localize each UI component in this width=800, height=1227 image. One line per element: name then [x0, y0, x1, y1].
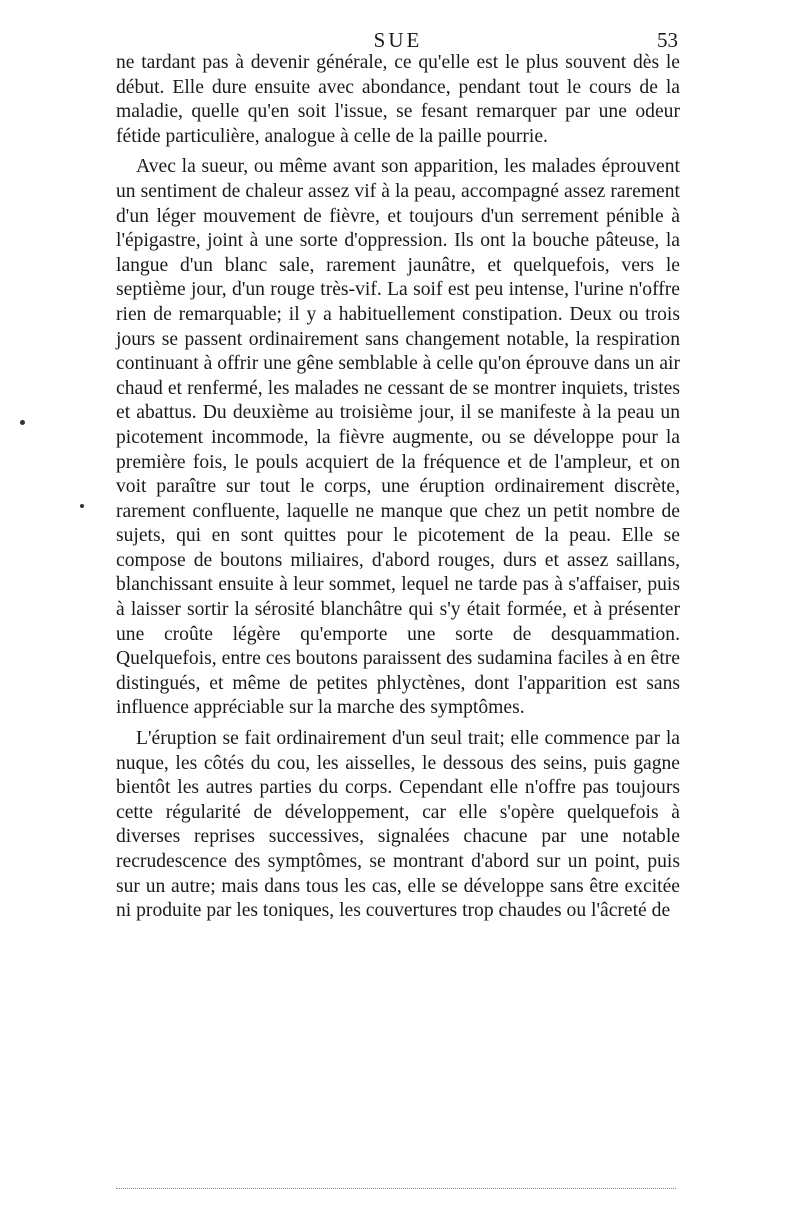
page-number: 53: [657, 28, 678, 52]
scan-noise: [116, 1188, 676, 1192]
paragraph-2: Avec la sueur, ou même avant son apparition, les malades éprouvent un sentiment de chaleur assez vif à la peau, accompagné assez rarement d'un léger mouvement de fièvre, et toujours d'un serrement pénible à l'épigastre, joint à une sorte d'oppression. Ils ont la bouche pâteuse, la langue d'un blanc sale, rarement jaunâtre, et quelquefois, vers le septième jour, d'un rouge très-vif. La soif est peu intense, l'urine n'offre rien de remarquable; il y a habituellement constipation. Deux ou trois jours se passent ordinairement sans changement notable, la respiration continuant à offrir une gêne semblable à celle qu'on éprouve dans un air chaud et renfermé, les malades ne cessant de se montrer inquiets, tristes et abattus. Du deuxième au troisième jour, il se manifeste à la peau un picotement incommode, la fièvre augmente, ou se développe pour la première fois, le pouls acquiert de la fréquence et de l'ampleur, et on voit paraître sur tout le corps, une éruption ordinairement discrète, rarement confluente, laquelle ne manque que chez un petit nombre de sujets, qui en sont quittes pour le picotement de la peau. Elle se compose de boutons miliaires, d'abord rouges, durs et assez saillans, blanchissant ensuite à leur sommet, lequel ne tarde pas à s'affaiser, puis à laisser sortir la sérosité blanchâtre qui s'y était formée, et à présenter une croûte légère qu'emporte une sorte de desquammation. Quelquefois, entre ces boutons paraissent des sudamina faciles à en être distingués, et même de petites phlyctènes, dont l'apparition est sans influence appréciable sur la marche des symptômes.: [116, 156, 680, 719]
body-text: [116, 51, 680, 924]
paragraph-3: L'éruption se fait ordinairement d'un seul trait; elle commence par la nuque, les côtés du cou, les aisselles, le dessous des seins, puis gagne bientôt les autres parties du corps. Cependant elle n'offre pas toujours cette régularité de développement, car elle s'opère quelquefois à diverses reprises successives, signalées chacune par une notable recrudescence des symptômes, se montrant d'abord sur un point, puis sur un autre; mais dans tous les cas, elle se développe sans être excitée ni produite par les toniques, les couvertures trop chaudes ou l'âcreté de: [116, 728, 680, 922]
running-title: SUE: [373, 28, 423, 52]
scan-speck: [20, 420, 25, 425]
scan-speck: [80, 504, 84, 508]
paragraph-1: ne tardant pas à devenir générale, ce qu'elle est le plus souvent dès le début. Elle dure ensuite avec abondance, pendant tout le cours de la maladie, quelle qu'en soit l'issue, se fesant remarquer par une odeur fétide particulière, analogue à celle de la paille pourrie.: [116, 52, 680, 147]
